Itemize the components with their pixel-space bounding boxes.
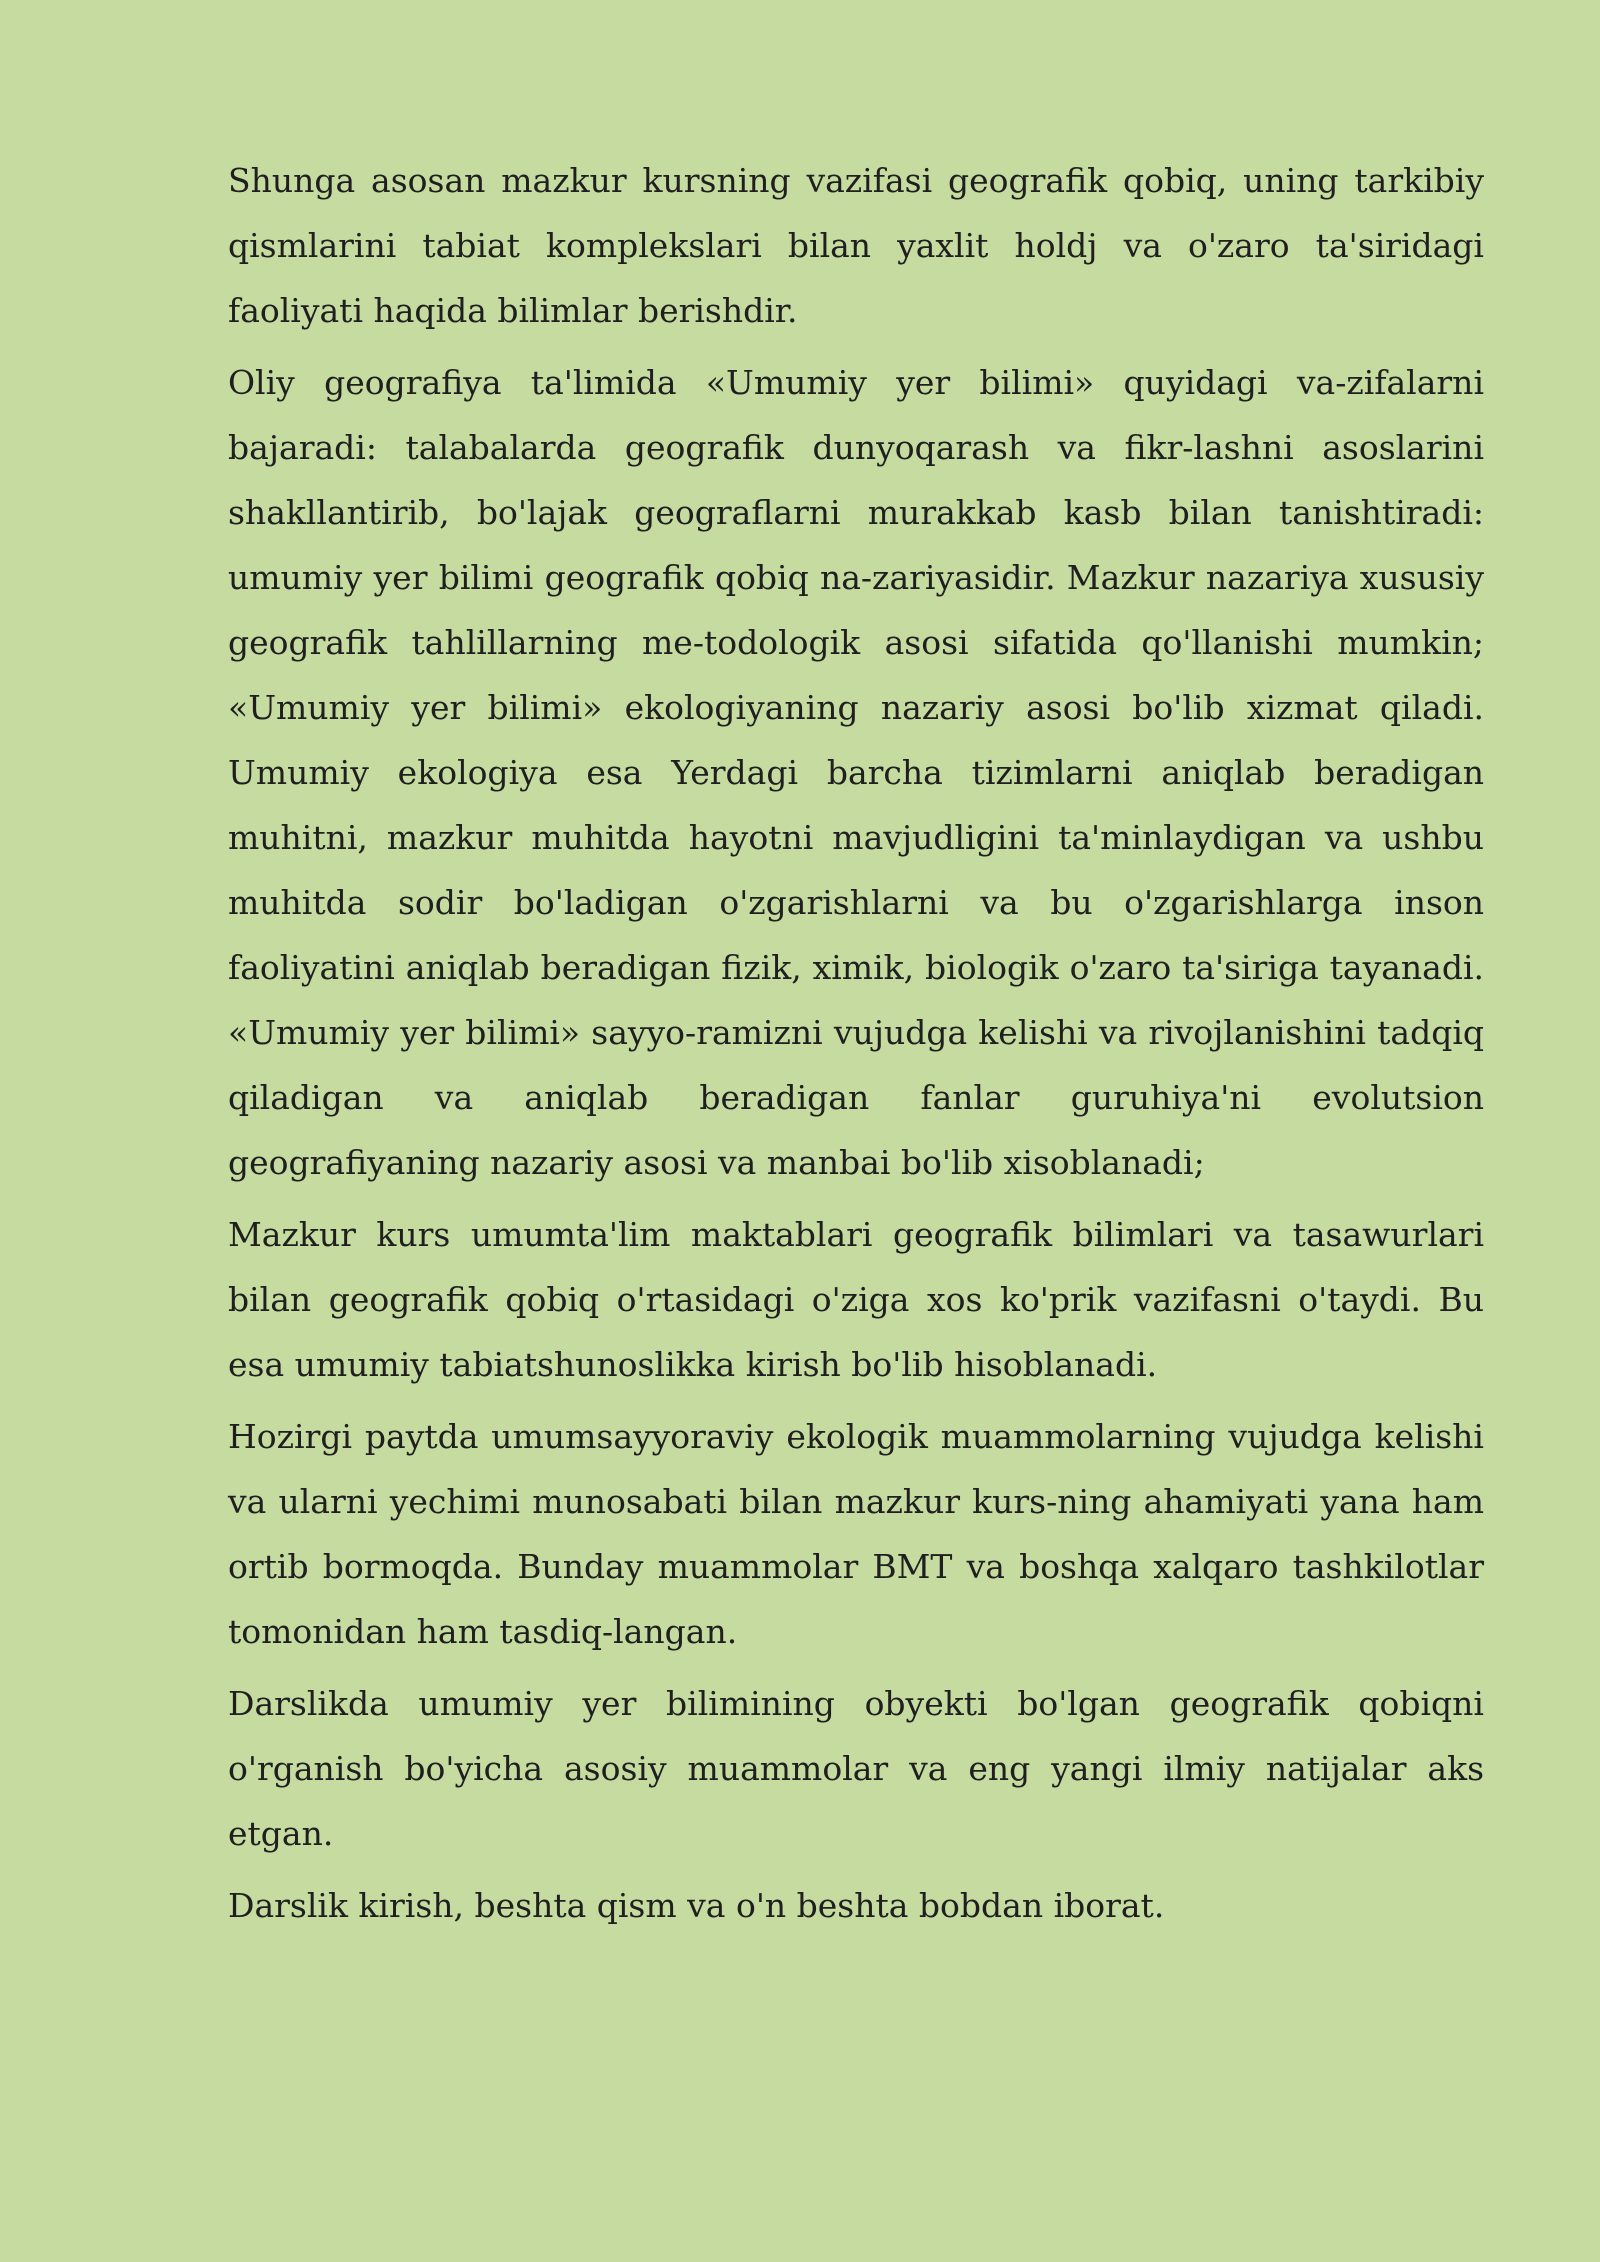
paragraph-ecological-problems: Hozirgi paytda umumsayyoraviy ekologik muammolarning vujudga kelishi va ularni yechimi munosabati bilan mazkur kurs-ning ahamiyati yana ham ortib bormoqda. Bunday muammolar BMT va boshqa xalqaro tashkilotlar tomonidan ham tasdiq-langan. — [228, 1417, 1484, 1651]
paragraph-textbook-content: Darslikda umumiy yer bilimining obyekti bo'lgan geografik qobiqni o'rganish bo'yicha asosiy muammolar va eng yangi ilmiy natijalar aks etgan. — [228, 1684, 1484, 1853]
paragraph-course-bridge: Mazkur kurs umumta'lim maktablari geografik bilimlari va tasawurlari bilan geografik qobiq o'rtasidagi o'ziga xos ko'prik vazifasni o'taydi. Bu esa umumiy tabiatshunoslikka kirish bo'lib hisoblanadi. — [228, 1215, 1484, 1384]
paragraph-higher-education-role: Oliy geografiya ta'limida «Umumiy yer bilimi» quyidagi va-zifalarni bajaradi: talabalarda geografik dunyoqarash va fikr-lashni asoslarini shakllantirib, bo'lajak geograflarni murakkab kasb bilan tanishtiradi: umumiy yer bilimi geografik qobiq na-zariyasidir. Mazkur nazariya xususiy geografik tahlillarning me-todologik asosi sifatida qo'llanishi mumkin; «Umumiy yer bilimi» ekologiyaning nazariy asosi bo'lib xizmat qiladi. Umumiy ekologiya esa Yerdagi barcha tizimlarni aniqlab beradigan muhitni, mazkur muhitda hayotni mavjudligini ta'minlaydigan va ushbu muhitda sodir bo'ladigan o'zgarishlarni va bu o'zgarishlarga inson faoliyatini aniqlab beradigan fizik, ximik, biologik o'zaro ta'siriga tayanadi. «Umumiy yer bilimi» sayyo-ramizni vujudga kelishi va rivojlanishini tadqiq qiladigan va aniqlab beradigan fanlar guruhiya'ni evolutsion geografiyaning nazariy asosi va manbai bo'lib xisoblanadi; — [228, 363, 1484, 1182]
document-page — [228, 148, 1484, 1938]
paragraph-course-purpose: Shunga asosan mazkur kursning vazifasi geografik qobiq, uning tarkibiy qismlarini tabiat komplekslari bilan yaxlit holdj va o'zaro ta'siridagi faoliyati haqida bilimlar berishdir. — [228, 161, 1484, 330]
paragraph-textbook-structure: Darslik kirish, beshta qism va o'n beshta bobdan iborat. — [228, 1886, 1165, 1925]
